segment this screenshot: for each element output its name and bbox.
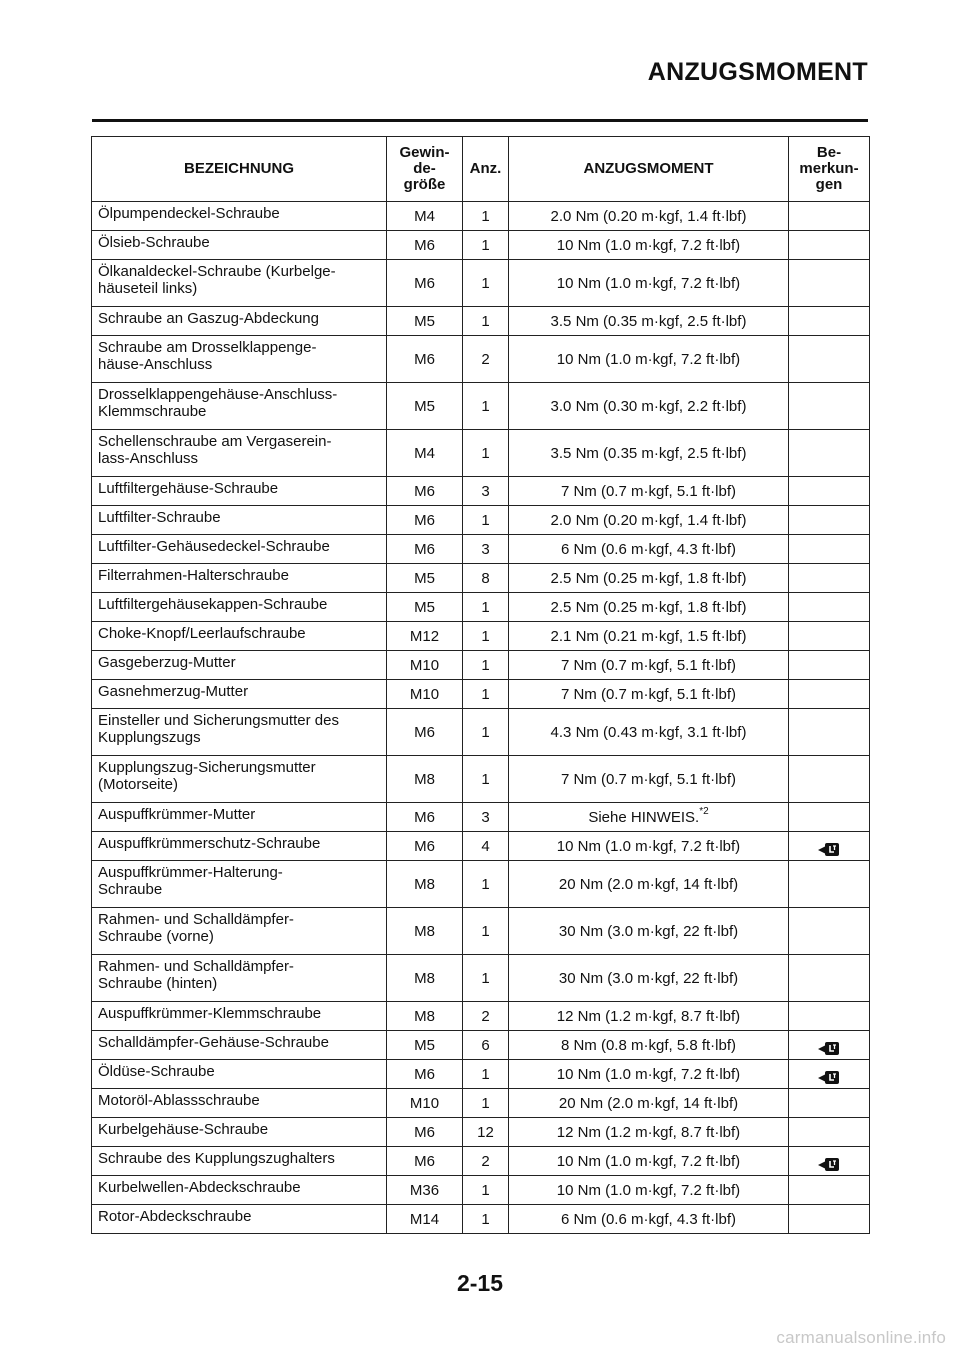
cell-qty: 6 xyxy=(463,1031,509,1060)
cell-name-line: Auspuffkrümmer-Halterung- xyxy=(98,864,283,881)
cell-name xyxy=(92,803,387,832)
cell-torque xyxy=(509,260,789,307)
torque-value: Siehe HINWEIS. xyxy=(588,808,700,826)
column-header-thread: Gewin- de- größe xyxy=(387,137,463,202)
cell-torque xyxy=(509,651,789,680)
cell-qty: 1 xyxy=(463,908,509,955)
cell-thread: M6 xyxy=(387,260,463,307)
cell-name xyxy=(92,832,387,861)
cell-torque xyxy=(509,1118,789,1147)
cell-remarks xyxy=(789,756,870,803)
table-row xyxy=(92,709,870,756)
cell-name-line: häuse-Anschluss xyxy=(98,356,213,373)
cell-name xyxy=(92,756,387,803)
cell-name-line: Rahmen- und Schalldämpfer- xyxy=(98,911,294,928)
table-row xyxy=(92,336,870,383)
locking-agent-icon xyxy=(817,1068,841,1086)
table-row xyxy=(92,477,870,506)
cell-torque xyxy=(509,955,789,1002)
table-row xyxy=(92,231,870,260)
column-header-remarks: Be- merkun- gen xyxy=(789,137,870,202)
table-row xyxy=(92,202,870,231)
locking-agent-icon xyxy=(817,840,841,858)
torque-value: 10 Nm (1.0 m·kgf, 7.2 ft·lbf) xyxy=(556,837,741,855)
torque-value: 2.0 Nm (0.20 m·kgf, 1.4 ft·lbf) xyxy=(550,207,747,225)
cell-name-line: Ölsieb-Schraube xyxy=(98,234,210,251)
cell-name-line: Auspuffkrümmer-Klemmschraube xyxy=(98,1005,322,1022)
cell-name xyxy=(92,1118,387,1147)
cell-remarks xyxy=(789,1205,870,1234)
cell-name-line: Schraube an Gaszug-Abdeckung xyxy=(98,310,319,327)
cell-thread: M10 xyxy=(387,680,463,709)
table-row xyxy=(92,803,870,832)
cell-name-line: Luftfiltergehäusekappen-Schraube xyxy=(98,596,328,613)
cell-remarks xyxy=(789,803,870,832)
table-row xyxy=(92,593,870,622)
cell-name-line: Ölpumpendeckel-Schraube xyxy=(98,205,280,222)
cell-name xyxy=(92,709,387,756)
cell-thread: M8 xyxy=(387,861,463,908)
cell-qty: 12 xyxy=(463,1118,509,1147)
cell-torque xyxy=(509,1089,789,1118)
cell-remarks xyxy=(789,1118,870,1147)
cell-qty: 1 xyxy=(463,955,509,1002)
column-header-name: BEZEICHNUNG xyxy=(92,137,387,202)
cell-thread: M10 xyxy=(387,651,463,680)
cell-name xyxy=(92,535,387,564)
torque-table xyxy=(91,136,870,1234)
cell-name-line: Kurbelwellen-Abdeckschraube xyxy=(98,1179,301,1196)
cell-thread: M14 xyxy=(387,1205,463,1234)
cell-name-line: häuseteil links) xyxy=(98,280,198,297)
cell-remarks xyxy=(789,861,870,908)
cell-name xyxy=(92,1205,387,1234)
torque-value: 10 Nm (1.0 m·kgf, 7.2 ft·lbf) xyxy=(556,274,741,292)
cell-name xyxy=(92,477,387,506)
cell-name xyxy=(92,1031,387,1060)
cell-name xyxy=(92,564,387,593)
torque-value: 10 Nm (1.0 m·kgf, 7.2 ft·lbf) xyxy=(556,1065,741,1083)
cell-torque xyxy=(509,535,789,564)
torque-value: 2.1 Nm (0.21 m·kgf, 1.5 ft·lbf) xyxy=(550,627,747,645)
cell-thread: M6 xyxy=(387,477,463,506)
table-row xyxy=(92,832,870,861)
cell-thread: M12 xyxy=(387,622,463,651)
cell-remarks xyxy=(789,1176,870,1205)
cell-name-line: Öldüse-Schraube xyxy=(98,1063,215,1080)
cell-name xyxy=(92,1060,387,1089)
cell-remarks xyxy=(789,709,870,756)
cell-qty: 3 xyxy=(463,803,509,832)
cell-thread: M36 xyxy=(387,1176,463,1205)
cell-name xyxy=(92,336,387,383)
cell-thread: M6 xyxy=(387,506,463,535)
table-row xyxy=(92,307,870,336)
cell-remarks xyxy=(789,535,870,564)
cell-qty: 1 xyxy=(463,709,509,756)
cell-name xyxy=(92,861,387,908)
cell-torque xyxy=(509,1060,789,1089)
table-row xyxy=(92,1002,870,1031)
cell-torque xyxy=(509,861,789,908)
torque-value: 3.5 Nm (0.35 m·kgf, 2.5 ft·lbf) xyxy=(550,312,747,330)
cell-thread: M5 xyxy=(387,1031,463,1060)
cell-name xyxy=(92,1147,387,1176)
cell-remarks xyxy=(789,1031,870,1060)
torque-value: 2.5 Nm (0.25 m·kgf, 1.8 ft·lbf) xyxy=(550,598,747,616)
torque-value: 20 Nm (2.0 m·kgf, 14 ft·lbf) xyxy=(558,875,739,893)
cell-torque xyxy=(509,908,789,955)
cell-qty: 1 xyxy=(463,1205,509,1234)
cell-qty: 1 xyxy=(463,680,509,709)
cell-name xyxy=(92,955,387,1002)
column-header-qty: Anz. xyxy=(463,137,509,202)
torque-value: 12 Nm (1.2 m·kgf, 8.7 ft·lbf) xyxy=(556,1007,741,1025)
cell-thread: M8 xyxy=(387,955,463,1002)
cell-name-line: Ölkanaldeckel-Schraube (Kurbelge- xyxy=(98,263,336,280)
cell-thread: M6 xyxy=(387,1147,463,1176)
cell-remarks xyxy=(789,651,870,680)
cell-name xyxy=(92,593,387,622)
cell-remarks xyxy=(789,1060,870,1089)
cell-remarks xyxy=(789,202,870,231)
cell-name-line: Schraube des Kupplungszughalters xyxy=(98,1150,335,1167)
torque-value: 10 Nm (1.0 m·kgf, 7.2 ft·lbf) xyxy=(556,236,741,254)
cell-thread: M6 xyxy=(387,336,463,383)
table-row xyxy=(92,1205,870,1234)
cell-torque xyxy=(509,1031,789,1060)
cell-name-line: Schraube (hinten) xyxy=(98,975,218,992)
torque-value: 3.0 Nm (0.30 m·kgf, 2.2 ft·lbf) xyxy=(550,397,747,415)
cell-remarks xyxy=(789,506,870,535)
cell-qty: 8 xyxy=(463,564,509,593)
cell-remarks xyxy=(789,307,870,336)
cell-torque xyxy=(509,1147,789,1176)
cell-torque xyxy=(509,383,789,430)
cell-name xyxy=(92,506,387,535)
cell-name-line: Einsteller und Sicherungsmutter des xyxy=(98,712,339,729)
table-row xyxy=(92,756,870,803)
table-row xyxy=(92,651,870,680)
cell-remarks xyxy=(789,622,870,651)
cell-name-line: Kurbelgehäuse-Schraube xyxy=(98,1121,269,1138)
cell-remarks xyxy=(789,383,870,430)
page-number: 2-15 xyxy=(456,1270,504,1296)
cell-torque xyxy=(509,709,789,756)
cell-thread: M8 xyxy=(387,908,463,955)
torque-value: 10 Nm (1.0 m·kgf, 7.2 ft·lbf) xyxy=(556,350,741,368)
cell-torque xyxy=(509,202,789,231)
cell-torque xyxy=(509,1176,789,1205)
table-row xyxy=(92,430,870,477)
torque-value: 30 Nm (3.0 m·kgf, 22 ft·lbf) xyxy=(558,969,739,987)
cell-torque xyxy=(509,1002,789,1031)
cell-name xyxy=(92,622,387,651)
cell-torque xyxy=(509,430,789,477)
torque-value: 4.3 Nm (0.43 m·kgf, 3.1 ft·lbf) xyxy=(550,723,747,741)
torque-value: 6 Nm (0.6 m·kgf, 4.3 ft·lbf) xyxy=(560,1210,737,1228)
cell-qty: 2 xyxy=(463,1147,509,1176)
cell-name-line: lass-Anschluss xyxy=(98,450,199,467)
cell-torque xyxy=(509,832,789,861)
cell-qty: 1 xyxy=(463,861,509,908)
cell-torque xyxy=(509,1205,789,1234)
cell-name-line: Schraube xyxy=(98,881,163,898)
cell-qty: 1 xyxy=(463,307,509,336)
cell-remarks xyxy=(789,680,870,709)
cell-name-line: Klemmschraube xyxy=(98,403,207,420)
cell-remarks xyxy=(789,260,870,307)
cell-name xyxy=(92,307,387,336)
cell-torque xyxy=(509,622,789,651)
table-row xyxy=(92,1060,870,1089)
cell-thread: M6 xyxy=(387,832,463,861)
cell-thread: M6 xyxy=(387,1060,463,1089)
cell-name xyxy=(92,202,387,231)
cell-thread: M5 xyxy=(387,564,463,593)
table-row xyxy=(92,1118,870,1147)
cell-qty: 1 xyxy=(463,651,509,680)
table-row xyxy=(92,260,870,307)
cell-name xyxy=(92,1176,387,1205)
cell-torque xyxy=(509,593,789,622)
cell-thread: M5 xyxy=(387,593,463,622)
cell-name-line: Motoröl-Ablassschraube xyxy=(98,1092,260,1109)
cell-qty: 1 xyxy=(463,506,509,535)
cell-remarks xyxy=(789,1089,870,1118)
cell-torque xyxy=(509,307,789,336)
cell-thread: M4 xyxy=(387,430,463,477)
cell-name-line: Choke-Knopf/Leerlaufschraube xyxy=(98,625,306,642)
torque-value: 8 Nm (0.8 m·kgf, 5.8 ft·lbf) xyxy=(560,1036,737,1054)
cell-remarks xyxy=(789,1147,870,1176)
cell-qty: 4 xyxy=(463,832,509,861)
cell-thread: M8 xyxy=(387,1002,463,1031)
cell-thread: M6 xyxy=(387,1118,463,1147)
cell-qty: 1 xyxy=(463,260,509,307)
table-row xyxy=(92,622,870,651)
cell-torque xyxy=(509,336,789,383)
table-header-row xyxy=(92,137,870,202)
cell-name xyxy=(92,651,387,680)
cell-name-line: Filterrahmen-Halterschraube xyxy=(98,567,289,584)
torque-value: 10 Nm (1.0 m·kgf, 7.2 ft·lbf) xyxy=(556,1152,741,1170)
title-rule xyxy=(92,119,868,122)
cell-remarks xyxy=(789,430,870,477)
cell-thread: M6 xyxy=(387,803,463,832)
cell-torque xyxy=(509,564,789,593)
cell-name-line: Rotor-Abdeckschraube xyxy=(98,1208,252,1225)
torque-value: 7 Nm (0.7 m·kgf, 5.1 ft·lbf) xyxy=(560,685,737,703)
cell-thread: M5 xyxy=(387,307,463,336)
cell-thread: M4 xyxy=(387,202,463,231)
cell-name-line: Schraube (vorne) xyxy=(98,928,214,945)
cell-qty: 1 xyxy=(463,622,509,651)
torque-value: 2.0 Nm (0.20 m·kgf, 1.4 ft·lbf) xyxy=(550,511,747,529)
table-row xyxy=(92,506,870,535)
cell-qty: 3 xyxy=(463,535,509,564)
cell-name-line: Schraube am Drosselklappenge- xyxy=(98,339,317,356)
cell-name-line: Gasgeberzug-Mutter xyxy=(98,654,236,671)
cell-qty: 2 xyxy=(463,1002,509,1031)
cell-name xyxy=(92,383,387,430)
locking-agent-icon xyxy=(817,1155,841,1173)
cell-torque xyxy=(509,756,789,803)
cell-name-line: Luftfilter-Gehäusedeckel-Schraube xyxy=(98,538,330,555)
table-row xyxy=(92,1176,870,1205)
cell-name xyxy=(92,430,387,477)
cell-qty: 1 xyxy=(463,1089,509,1118)
page-title: ANZUGSMOMENT xyxy=(647,58,868,86)
cell-name xyxy=(92,1002,387,1031)
table-row xyxy=(92,1089,870,1118)
cell-name-line: Schellenschraube am Vergaserein- xyxy=(98,433,332,450)
cell-name xyxy=(92,231,387,260)
cell-thread: M5 xyxy=(387,383,463,430)
cell-torque xyxy=(509,231,789,260)
cell-name-line: Luftfilter-Schraube xyxy=(98,509,221,526)
table-row xyxy=(92,955,870,1002)
table-row xyxy=(92,861,870,908)
table-row xyxy=(92,908,870,955)
cell-name-line: Luftfiltergehäuse-Schraube xyxy=(98,480,279,497)
cell-torque xyxy=(509,477,789,506)
cell-torque xyxy=(509,680,789,709)
cell-remarks xyxy=(789,1002,870,1031)
cell-qty: 1 xyxy=(463,1176,509,1205)
table-row xyxy=(92,680,870,709)
cell-thread: M6 xyxy=(387,231,463,260)
cell-remarks xyxy=(789,231,870,260)
cell-remarks xyxy=(789,477,870,506)
torque-value: 7 Nm (0.7 m·kgf, 5.1 ft·lbf) xyxy=(560,482,737,500)
cell-name xyxy=(92,260,387,307)
cell-name-line: Auspuffkrümmerschutz-Schraube xyxy=(98,835,321,852)
cell-remarks xyxy=(789,564,870,593)
torque-value: 30 Nm (3.0 m·kgf, 22 ft·lbf) xyxy=(558,922,739,940)
cell-qty: 2 xyxy=(463,336,509,383)
cell-name xyxy=(92,908,387,955)
cell-name-line: (Motorseite) xyxy=(98,776,179,793)
table-row xyxy=(92,1147,870,1176)
locking-agent-icon xyxy=(817,1039,841,1057)
cell-thread: M8 xyxy=(387,756,463,803)
cell-name-line: Drosselklappengehäuse-Anschluss- xyxy=(98,386,338,403)
cell-remarks xyxy=(789,908,870,955)
cell-qty: 1 xyxy=(463,202,509,231)
cell-remarks xyxy=(789,336,870,383)
torque-value: 12 Nm (1.2 m·kgf, 8.7 ft·lbf) xyxy=(556,1123,741,1141)
cell-qty: 1 xyxy=(463,430,509,477)
note-reference: *2 xyxy=(699,805,709,817)
cell-qty: 1 xyxy=(463,231,509,260)
cell-name-line: Schalldämpfer-Gehäuse-Schraube xyxy=(98,1034,329,1051)
cell-name-line: Auspuffkrümmer-Mutter xyxy=(98,806,256,823)
cell-qty: 1 xyxy=(463,593,509,622)
cell-remarks xyxy=(789,593,870,622)
cell-name-line: Gasnehmerzug-Mutter xyxy=(98,683,249,700)
torque-value: 10 Nm (1.0 m·kgf, 7.2 ft·lbf) xyxy=(556,1181,741,1199)
cell-name xyxy=(92,1089,387,1118)
torque-value: 20 Nm (2.0 m·kgf, 14 ft·lbf) xyxy=(558,1094,739,1112)
cell-name-line: Kupplungszug-Sicherungsmutter xyxy=(98,759,316,776)
cell-thread: M6 xyxy=(387,535,463,564)
torque-value: 7 Nm (0.7 m·kgf, 5.1 ft·lbf) xyxy=(560,770,737,788)
cell-qty: 1 xyxy=(463,1060,509,1089)
cell-remarks xyxy=(789,955,870,1002)
torque-value: 7 Nm (0.7 m·kgf, 5.1 ft·lbf) xyxy=(560,656,737,674)
cell-qty: 3 xyxy=(463,477,509,506)
cell-name xyxy=(92,680,387,709)
table-row xyxy=(92,535,870,564)
cell-thread: M10 xyxy=(387,1089,463,1118)
cell-qty: 1 xyxy=(463,756,509,803)
cell-thread: M6 xyxy=(387,709,463,756)
watermark: carmanualsonline.info xyxy=(776,1328,946,1347)
torque-value: 2.5 Nm (0.25 m·kgf, 1.8 ft·lbf) xyxy=(550,569,747,587)
cell-name-line: Kupplungszugs xyxy=(98,729,201,746)
cell-name-line: Rahmen- und Schalldämpfer- xyxy=(98,958,294,975)
table-row xyxy=(92,1031,870,1060)
cell-torque xyxy=(509,803,789,832)
cell-qty: 1 xyxy=(463,383,509,430)
cell-remarks xyxy=(789,832,870,861)
cell-torque xyxy=(509,506,789,535)
column-header-torque: ANZUGSMOMENT xyxy=(509,137,789,202)
torque-value: 3.5 Nm (0.35 m·kgf, 2.5 ft·lbf) xyxy=(550,444,747,462)
table-row xyxy=(92,383,870,430)
torque-value: 6 Nm (0.6 m·kgf, 4.3 ft·lbf) xyxy=(560,540,737,558)
table-row xyxy=(92,564,870,593)
